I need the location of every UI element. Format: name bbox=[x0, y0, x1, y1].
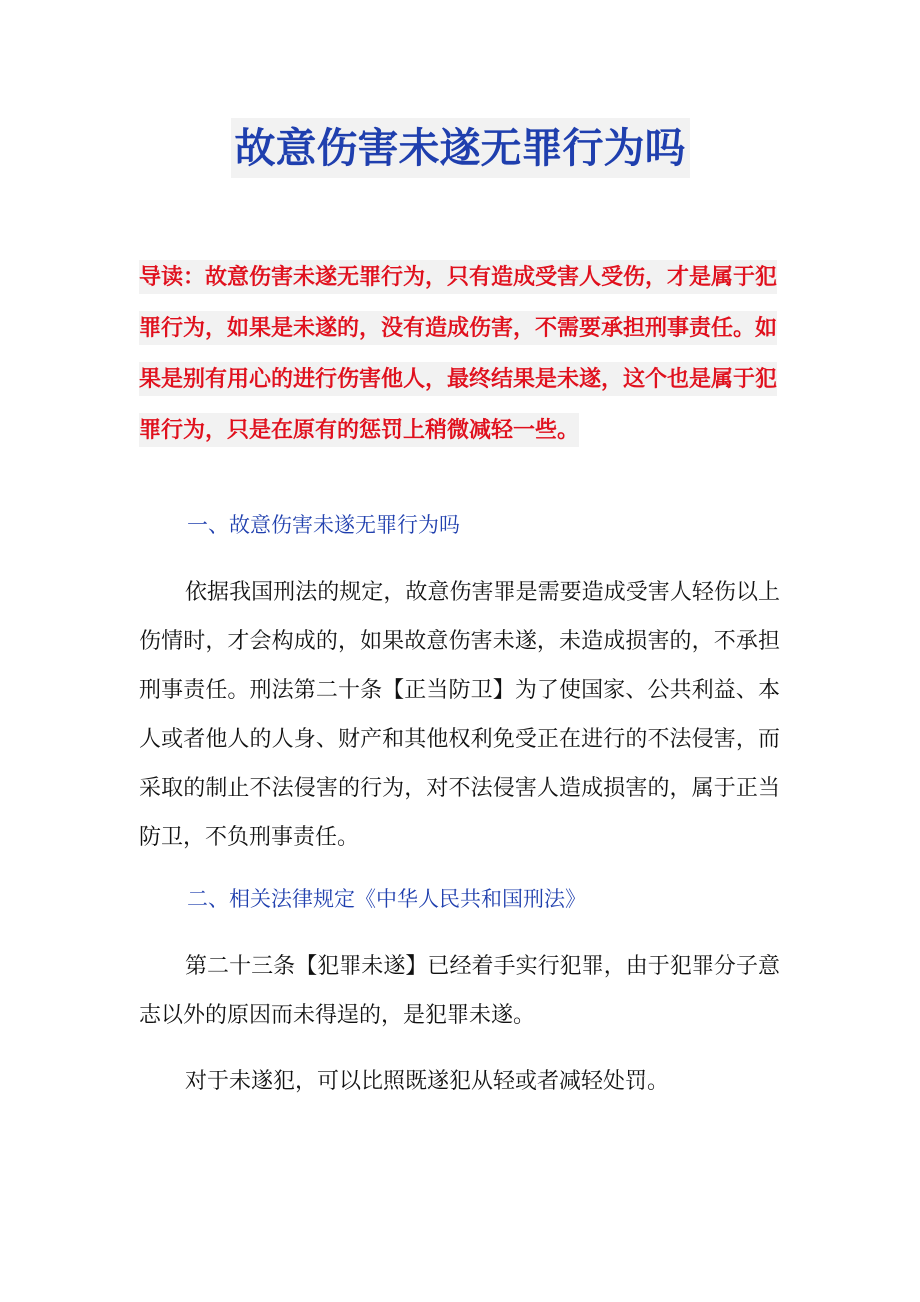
title-container bbox=[0, 118, 920, 178]
section-2-heading: 二、相关法律规定《中华人民共和国刑法》 bbox=[187, 887, 586, 911]
section-2-paragraph-1: 第二十三条【犯罪未遂】已经着手实行犯罪，由于犯罪分子意志以外的原因而未得逞的，是犯罪未遂。 bbox=[139, 954, 780, 1028]
section-1-heading: 一、故意伤害未遂无罪行为吗 bbox=[187, 513, 460, 537]
section-2-paragraph-2: 对于未遂犯，可以比照既遂犯从轻或者减轻处罚。 bbox=[185, 1069, 670, 1094]
intro-text: 导读：故意伤害未遂无罪行为，只有造成受害人受伤，才是属于犯罪行为，如果是未遂的，没有造成伤害，不需要承担刑事责任。如果是别有用心的进行伤害他人，最终结果是未遂，这个也是属于犯罪行为，只是在原有的惩罚上稍微减轻一些。 bbox=[139, 260, 777, 447]
section-1-paragraph-1: 依据我国刑法的规定，故意伤害罪是需要造成受害人轻伤以上伤情时，才会构成的，如果故意伤害未遂，未造成损害的，不承担刑事责任。刑法第二十条【正当防卫】为了使国家、公共利益、本人或者他人的人身、财产和其他权利免受正在进行的不法侵害，而采取的制止不法侵害的行为，对不法侵害人造成损害的，属于正当防卫，不负刑事责任。 bbox=[139, 580, 780, 850]
intro-summary bbox=[139, 252, 784, 456]
document-title: 故意伤害未遂无罪行为吗 bbox=[231, 118, 690, 178]
